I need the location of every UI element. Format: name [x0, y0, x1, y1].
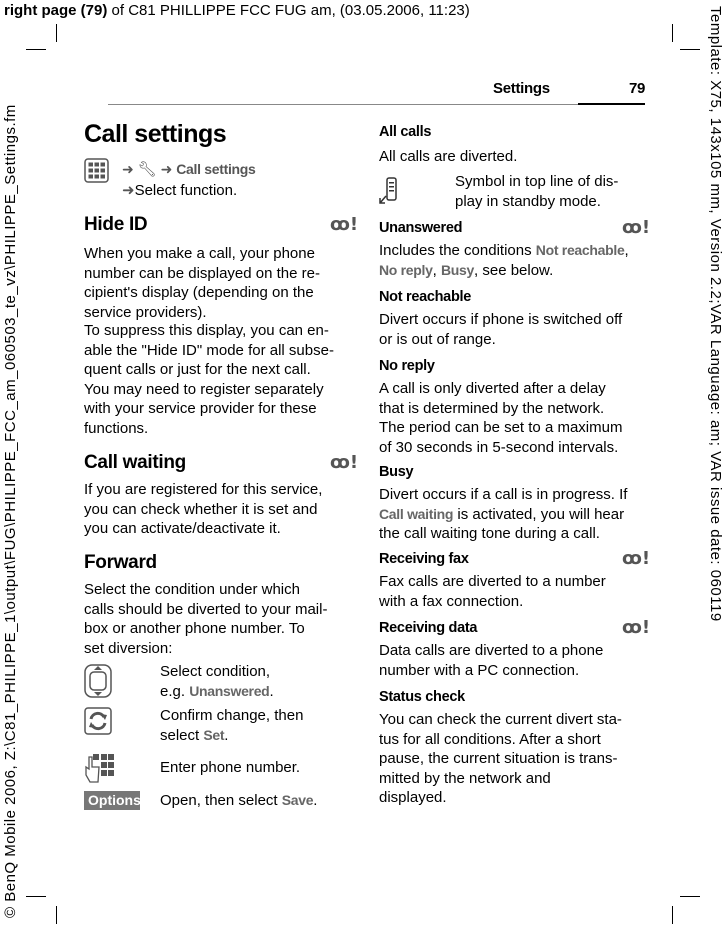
- header-doc-info: of C81 PHILLIPPE FCC FUG am, (03.05.2006, 11:23): [107, 2, 470, 19]
- crop-mark: [56, 24, 57, 42]
- heading-not-reachable: Not reachable: [379, 289, 471, 305]
- header-rule-accent: [578, 103, 645, 105]
- crop-mark: [672, 24, 673, 42]
- provider-service-icon: ꝏ!: [622, 548, 651, 569]
- forward-step-1: [160, 662, 274, 701]
- step-end: .: [224, 726, 229, 744]
- section-heading-call-waiting: Call waiting: [84, 452, 186, 473]
- heading-all-calls: All calls: [379, 124, 432, 140]
- provider-service-icon: ꝏ!: [330, 214, 359, 235]
- heading-receiving-data: Receiving data: [379, 620, 478, 636]
- all-calls-paragraph: All calls are diverted.: [379, 148, 518, 165]
- confirm-key-icon: [84, 707, 112, 735]
- step-text: Select condition, e.g.: [160, 663, 271, 700]
- heading-busy: Busy: [379, 464, 414, 480]
- heading-no-reply: No reply: [379, 358, 435, 374]
- no-reply-paragraph: A call is only diverted after a delay that is determined by the network. The period can be set to a maximum of 30 seconds in 5-second intervals.: [379, 380, 623, 456]
- busy-paragraph: [379, 485, 627, 544]
- crop-mark: [26, 49, 46, 50]
- arrow-icon: ➜: [122, 161, 134, 177]
- receiving-data-paragraph: Data calls are diverted to a phone number with a PC connection.: [379, 642, 604, 679]
- keypad-hand-icon: [84, 753, 114, 783]
- crop-mark: [26, 896, 46, 897]
- hide-id-paragraph-1: When you make a call, your phone number can be displayed on the re- cipient's display (depending on the service providers).: [84, 245, 320, 321]
- text: ,: [624, 242, 629, 259]
- term-busy: Busy: [440, 261, 475, 278]
- provider-service-icon: ꝏ!: [622, 617, 651, 638]
- step-end: .: [269, 682, 274, 700]
- heading-receiving-fax: Receiving fax: [379, 551, 469, 567]
- forward-step-4: [160, 791, 317, 811]
- copyright-sidebar: © BenQ Mobile 2006, Z:\C81_PHILIPPE_1\output\FUG\PHILIPPE_FCC_am_060503_te_vz\PHILIPPE_Settings.fm: [2, 104, 19, 918]
- text: Divert occurs if a call is in progress. If: [379, 486, 628, 503]
- status-check-paragraph: You can check the current divert sta- tus for all conditions. After a short pause, the current situation is trans- mitted by the network and displayed.: [379, 711, 622, 806]
- section-heading-hide-id: Hide ID: [84, 214, 148, 235]
- term-save: Save: [281, 792, 314, 808]
- term-set: Set: [203, 726, 225, 743]
- page-number: 79: [629, 80, 646, 97]
- receiving-fax-paragraph: Fax calls are diverted to a number with a fax connection.: [379, 573, 606, 610]
- call-waiting-paragraph: If you are registered for this service, you can check whether it is set and you can activate/deactivate it.: [84, 481, 323, 537]
- term-not-reachable: Not reachable: [535, 242, 625, 258]
- template-sidebar: Template: X75, 143x105 mm, Version 2.2;VAR Language: am; VAR issue date: 060119: [707, 6, 724, 622]
- text: , see below.: [474, 261, 554, 279]
- select-function-text: Select function.: [134, 182, 238, 199]
- not-reachable-paragraph: Divert occurs if phone is switched off or is out of range.: [379, 311, 623, 348]
- menu-path-instruction: [122, 181, 237, 201]
- arrow-icon: ➜: [122, 182, 135, 199]
- arrow-icon: ➜: [160, 161, 173, 177]
- text: Includes the conditions: [379, 242, 536, 259]
- crop-mark: [680, 896, 700, 897]
- text: is activated, you will hear the call waiting tone during a call.: [379, 505, 625, 542]
- menu-path: [122, 160, 256, 178]
- provider-service-icon: ꝏ!: [330, 452, 359, 473]
- step-end: .: [313, 792, 318, 809]
- print-header: [4, 2, 470, 20]
- provider-service-icon: ꝏ!: [622, 217, 651, 238]
- page-title: Call settings: [84, 120, 227, 148]
- header-rule: [108, 104, 645, 105]
- forward-paragraph: Select the condition under which calls should be diverted to your mail- box or another phone number. To set diversion:: [84, 581, 328, 657]
- symbol-description: Symbol in top line of dis- play in standby mode.: [455, 173, 619, 210]
- wrench-icon: 🔧︎: [137, 161, 157, 178]
- unanswered-paragraph: [379, 241, 629, 280]
- divert-symbol-icon: [379, 176, 401, 206]
- heading-unanswered: Unanswered: [379, 220, 463, 236]
- navigation-key-icon: [84, 664, 112, 698]
- crop-mark: [56, 906, 57, 924]
- running-head-section: Settings: [493, 80, 550, 97]
- heading-status-check: Status check: [379, 689, 465, 705]
- term-call-waiting: Call waiting: [379, 505, 454, 522]
- options-softkey: Options: [84, 791, 140, 810]
- term-unanswered: Unanswered: [189, 682, 270, 699]
- step-text: Confirm change, then select: [160, 707, 304, 744]
- forward-step-3: Enter phone number.: [160, 759, 301, 776]
- section-heading-forward: Forward: [84, 552, 157, 573]
- menu-key-icon: [84, 158, 109, 183]
- crop-mark: [680, 49, 700, 50]
- term-no-reply: No reply: [379, 261, 433, 278]
- menu-item-call-settings: Call settings: [176, 161, 256, 177]
- step-text: Open, then select: [160, 792, 282, 809]
- forward-step-2: [160, 706, 303, 745]
- crop-mark: [672, 906, 673, 924]
- text: ,: [432, 261, 441, 279]
- header-page-ref: right page (79): [4, 2, 108, 19]
- hide-id-paragraph-2: To suppress this display, you can en- able the "Hide ID" mode for all subse- quent calls or just for the next call. You may need to register separately with your service provider for these functions.: [84, 322, 334, 437]
